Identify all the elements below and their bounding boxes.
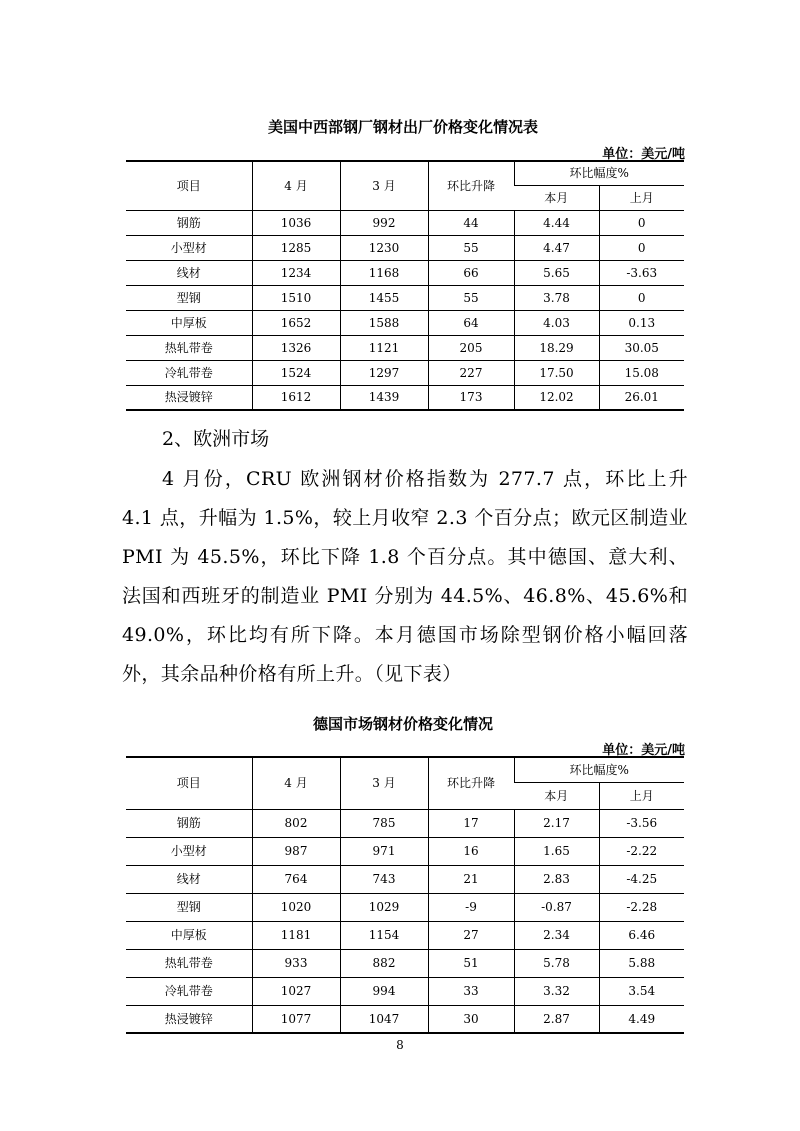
table-cell: 882 xyxy=(340,949,428,977)
table1-unit: 单位：美元/吨 xyxy=(602,147,685,162)
table-cell: 1652 xyxy=(252,310,340,335)
table-cell: -2.28 xyxy=(599,893,684,921)
row-label: 线材 xyxy=(126,865,252,893)
table-row xyxy=(126,837,684,865)
header-mar: 3 月 xyxy=(340,161,428,210)
table-cell: -2.22 xyxy=(599,837,684,865)
header-this-month: 本月 xyxy=(514,782,599,809)
table-cell: 1029 xyxy=(340,893,428,921)
row-label: 小型材 xyxy=(126,235,252,260)
table-row xyxy=(126,385,684,410)
table-cell: 2.17 xyxy=(514,809,599,837)
table-cell: 802 xyxy=(252,809,340,837)
table2-unit: 单位：美元/吨 xyxy=(602,743,685,758)
table-cell: 743 xyxy=(340,865,428,893)
table-cell: -3.63 xyxy=(599,260,684,285)
header-last-month: 上月 xyxy=(599,185,684,210)
section-paragraph: 4 月份，CRU 欧洲钢材价格指数为 277.7 点，环比上升 4.1 点，升幅为 1.5%，较上月收窄 2.3 个百分点；欧元区制造业 PMI 为 45.5%，环比下降 1.8 个百分点。其中德国、意大利、法国和西班牙的制造业 PMI 分别为 44.5%、46.8%、45.6%和 49.0%，环比均有所下降。本月德国市场除型钢价格小幅回落外，其余品种价格有所上升。（见下表） xyxy=(122,468,688,685)
row-label: 热浸镀锌 xyxy=(126,385,252,410)
table-cell: 1524 xyxy=(252,360,340,385)
header-this-month: 本月 xyxy=(514,185,599,210)
header-pct: 环比幅度% xyxy=(514,161,684,185)
page-number: 8 xyxy=(396,1038,404,1052)
table-cell: 1588 xyxy=(340,310,428,335)
header-item: 项目 xyxy=(126,757,252,809)
header-last-month: 上月 xyxy=(599,782,684,809)
row-label: 钢筋 xyxy=(126,809,252,837)
table-cell: 0.13 xyxy=(599,310,684,335)
table-cell: 1326 xyxy=(252,335,340,360)
table-cell: 0 xyxy=(599,285,684,310)
row-label: 型钢 xyxy=(126,285,252,310)
table-cell: 66 xyxy=(428,260,514,285)
table-row xyxy=(126,210,684,235)
table-cell: 1047 xyxy=(340,1005,428,1033)
table-cell: 4.49 xyxy=(599,1005,684,1033)
table-cell: 2.83 xyxy=(514,865,599,893)
table-cell: 30.05 xyxy=(599,335,684,360)
table-row xyxy=(126,360,684,385)
table-cell: 0 xyxy=(599,235,684,260)
header-item: 项目 xyxy=(126,161,252,210)
table-cell: 971 xyxy=(340,837,428,865)
header-apr: 4 月 xyxy=(252,757,340,809)
table-cell: 992 xyxy=(340,210,428,235)
table-cell: 764 xyxy=(252,865,340,893)
row-label: 线材 xyxy=(126,260,252,285)
table-cell: 4.47 xyxy=(514,235,599,260)
table-cell: 3.54 xyxy=(599,977,684,1005)
table-cell: 21 xyxy=(428,865,514,893)
table-row xyxy=(126,285,684,310)
germany-price-table xyxy=(126,756,684,1034)
us-price-table xyxy=(126,160,684,411)
table-row xyxy=(126,235,684,260)
table-row xyxy=(126,921,684,949)
table-cell: 1077 xyxy=(252,1005,340,1033)
table-cell: 64 xyxy=(428,310,514,335)
table-cell: 15.08 xyxy=(599,360,684,385)
row-label: 型钢 xyxy=(126,893,252,921)
row-label: 冷轧带卷 xyxy=(126,977,252,1005)
table1-title: 美国中西部钢厂钢材出厂价格变化情况表 xyxy=(267,118,538,136)
row-label: 小型材 xyxy=(126,837,252,865)
table-cell: 1020 xyxy=(252,893,340,921)
table-cell: -3.56 xyxy=(599,809,684,837)
table-cell: 33 xyxy=(428,977,514,1005)
table-cell: 1285 xyxy=(252,235,340,260)
table-cell: 27 xyxy=(428,921,514,949)
table-cell: 4.03 xyxy=(514,310,599,335)
table-cell: 4.44 xyxy=(514,210,599,235)
table-row xyxy=(126,310,684,335)
table-cell: 55 xyxy=(428,235,514,260)
table-cell: 17.50 xyxy=(514,360,599,385)
table-row xyxy=(126,1005,684,1033)
table-cell: 987 xyxy=(252,837,340,865)
table-cell: 933 xyxy=(252,949,340,977)
table-cell: 1297 xyxy=(340,360,428,385)
table-cell: 5.65 xyxy=(514,260,599,285)
table-cell: 1612 xyxy=(252,385,340,410)
table-cell: -9 xyxy=(428,893,514,921)
row-label: 冷轧带卷 xyxy=(126,360,252,385)
table-cell: 5.78 xyxy=(514,949,599,977)
row-label: 热轧带卷 xyxy=(126,335,252,360)
table-cell: 1181 xyxy=(252,921,340,949)
table-cell: 1168 xyxy=(340,260,428,285)
table-cell: -4.25 xyxy=(599,865,684,893)
row-label: 中厚板 xyxy=(126,921,252,949)
table-cell: 173 xyxy=(428,385,514,410)
table-row xyxy=(126,949,684,977)
table-cell: 2.34 xyxy=(514,921,599,949)
table-cell: 0 xyxy=(599,210,684,235)
table-cell: 30 xyxy=(428,1005,514,1033)
table-cell: 2.87 xyxy=(514,1005,599,1033)
table-cell: 17 xyxy=(428,809,514,837)
table-cell: 16 xyxy=(428,837,514,865)
table-cell: 1036 xyxy=(252,210,340,235)
table-cell: 205 xyxy=(428,335,514,360)
table-cell: 51 xyxy=(428,949,514,977)
table-cell: 5.88 xyxy=(599,949,684,977)
table-cell: 1027 xyxy=(252,977,340,1005)
row-label: 中厚板 xyxy=(126,310,252,335)
row-label: 热浸镀锌 xyxy=(126,1005,252,1033)
table-cell: -0.87 xyxy=(514,893,599,921)
table-row xyxy=(126,977,684,1005)
table-cell: 994 xyxy=(340,977,428,1005)
table-row xyxy=(126,865,684,893)
table-cell: 1510 xyxy=(252,285,340,310)
table-cell: 44 xyxy=(428,210,514,235)
table-cell: 3.78 xyxy=(514,285,599,310)
table-cell: 3.32 xyxy=(514,977,599,1005)
table-row xyxy=(126,260,684,285)
header-change: 环比升降 xyxy=(428,757,514,809)
header-pct: 环比幅度% xyxy=(514,757,684,782)
table-cell: 1.65 xyxy=(514,837,599,865)
table-cell: 1154 xyxy=(340,921,428,949)
table-cell: 26.01 xyxy=(599,385,684,410)
table-cell: 227 xyxy=(428,360,514,385)
section-heading: 2、欧洲市场 xyxy=(162,428,270,450)
table-cell: 1121 xyxy=(340,335,428,360)
header-change: 环比升降 xyxy=(428,161,514,210)
row-label: 钢筋 xyxy=(126,210,252,235)
table2-title: 德国市场钢材价格变化情况 xyxy=(312,715,493,733)
header-apr: 4 月 xyxy=(252,161,340,210)
table-cell: 55 xyxy=(428,285,514,310)
table-cell: 1230 xyxy=(340,235,428,260)
header-mar: 3 月 xyxy=(340,757,428,809)
table-cell: 785 xyxy=(340,809,428,837)
table-cell: 6.46 xyxy=(599,921,684,949)
table-cell: 1455 xyxy=(340,285,428,310)
table-cell: 12.02 xyxy=(514,385,599,410)
row-label: 热轧带卷 xyxy=(126,949,252,977)
table-cell: 1234 xyxy=(252,260,340,285)
table-cell: 1439 xyxy=(340,385,428,410)
table-row xyxy=(126,893,684,921)
table-row xyxy=(126,335,684,360)
table-row xyxy=(126,809,684,837)
table-cell: 18.29 xyxy=(514,335,599,360)
